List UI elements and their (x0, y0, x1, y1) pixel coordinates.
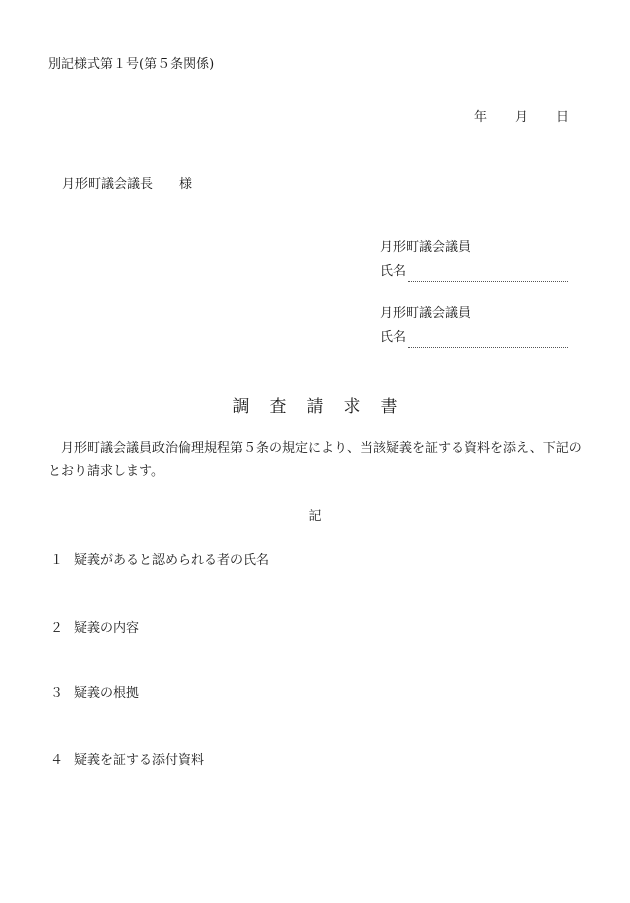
ki-heading: 記 (308, 509, 322, 524)
list-item (50, 749, 204, 768)
list-item (50, 682, 139, 701)
item-number: ３ (50, 686, 64, 701)
title-char: 求 (343, 397, 361, 417)
item-text: 疑義の根拠 (74, 686, 140, 701)
date-line (474, 106, 569, 125)
item-number: ２ (50, 621, 64, 636)
signer-role: 月形町議会議員 (380, 306, 472, 321)
item-text: 疑義の内容 (74, 621, 140, 636)
addressee-honorific: 様 (179, 177, 193, 192)
request-body-text: 月形町議会議員政治倫理規程第５条の規定により、当該疑義を証する資料を添え、下記のとおり請求します。 (48, 441, 582, 479)
signer-name-field[interactable] (408, 267, 568, 282)
title-char: 請 (306, 397, 324, 417)
signer-name-row (380, 262, 568, 282)
signer-block-1 (380, 238, 568, 282)
signer-role: 月形町議会議員 (380, 240, 472, 255)
title-char: 調 (232, 397, 250, 417)
addressee-name: 月形町議会議長 (62, 177, 154, 192)
document-title (0, 392, 630, 417)
year-label: 年 (474, 110, 488, 125)
addressee (62, 173, 192, 192)
list-item (50, 549, 269, 568)
signer-name-field[interactable] (408, 333, 568, 348)
item-text: 疑義があると認められる者の氏名 (74, 553, 270, 568)
signer-name-row (380, 328, 568, 348)
signer-name-label: 氏名 (380, 330, 407, 345)
item-text: 疑義を証する添付資料 (74, 753, 205, 768)
day-label: 日 (556, 110, 570, 125)
form-label: 別記様式第１号(第５条関係) (48, 57, 215, 72)
list-item (50, 617, 139, 636)
signer-block-2 (380, 304, 568, 348)
title-char: 書 (380, 397, 398, 417)
item-number: ４ (50, 753, 64, 768)
title-char: 査 (269, 397, 287, 417)
signer-name-label: 氏名 (380, 264, 407, 279)
item-number: １ (50, 553, 64, 568)
month-label: 月 (515, 110, 529, 125)
